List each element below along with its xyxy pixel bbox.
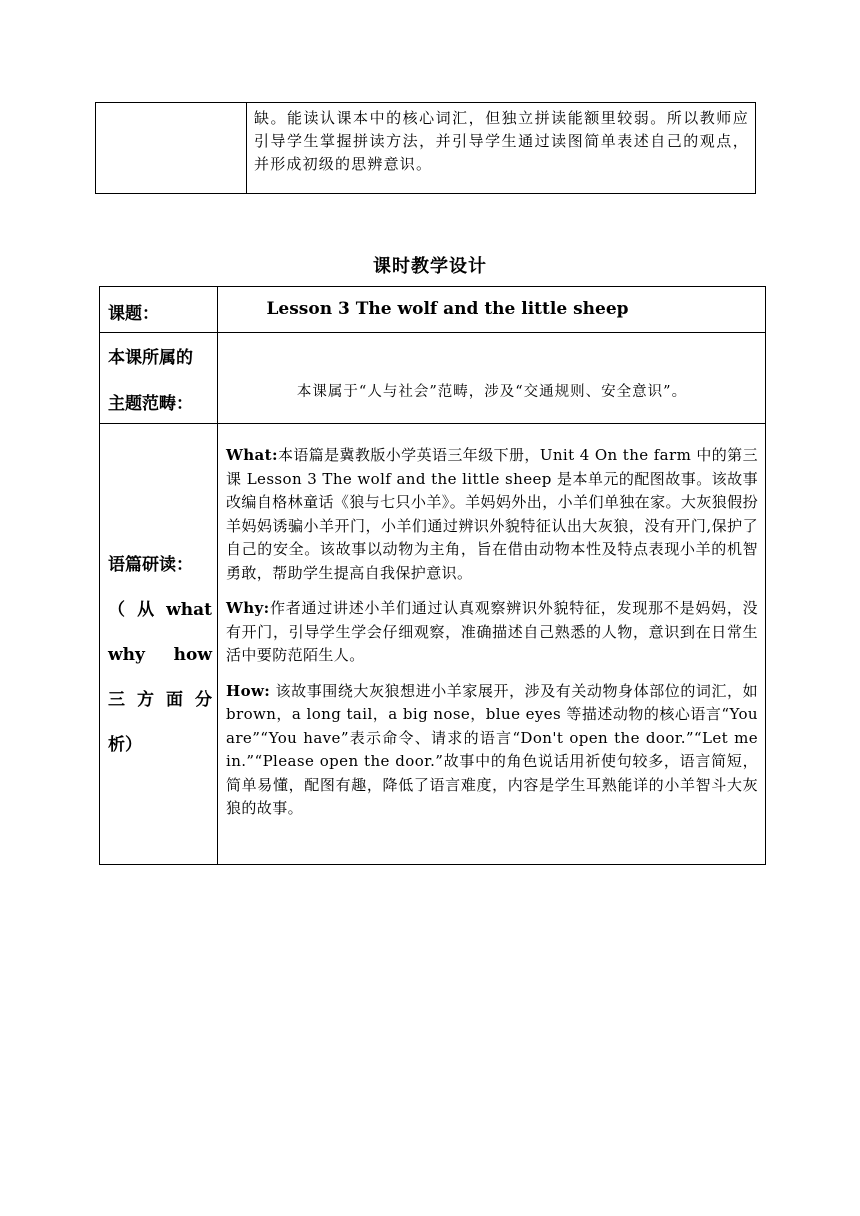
how-label: How: — [226, 681, 271, 700]
analysis-label-text: 方 — [137, 690, 154, 710]
analysis-label-line1 — [108, 543, 212, 588]
how-text: 该故事围绕大灰狼想进小羊家展开，涉及有关动物身体部位的词汇，如 brown，a long tail，a big nose，blue eyes 等描述动物的核心语言“You are”“You have”表示命令、请求的语言“Don't open the door.”“Let me in.”“Please open the door.”故事中的角色说话用祈使句较多，语言简短，简单易懂，配图有趣，降低了语言难度，内容是学生耳熟能详的小羊智斗大灰狼的故事。 — [226, 681, 758, 817]
section-title: 课时教学设计 — [373, 256, 487, 277]
analysis-label-text: why — [108, 645, 145, 665]
theme-text: 本课属于“人与社会”范畴，涉及“交通规则、安全意识”。 — [296, 384, 688, 400]
analysis-label-text: 从 — [137, 600, 155, 620]
continuation-text: 缺。能读认课本中的核心词汇，但独立拼读能额里较弱。所以教师应引导学生掌握拼读方法，并引导学生通过读图简单表述自己的观点，并形成初级的思辨意识。 — [254, 109, 749, 173]
what-label: What: — [226, 446, 278, 464]
continuation-table — [95, 102, 756, 194]
column-divider — [217, 287, 218, 864]
continuation-left-cell — [96, 103, 247, 193]
analysis-label-line3 — [108, 633, 212, 678]
analysis-label-text: how — [173, 645, 212, 665]
theme-label-line1: 本课所属的 — [108, 348, 193, 368]
what-paragraph — [226, 444, 758, 585]
row-divider — [100, 423, 765, 424]
what-text: 本语篇是冀教版小学英语三年级下册，Unit 4 On the farm 中的第三课 Lesson 3 The wolf and the little sheep 是本单元的配图故事。该故事改编自格林童话《狼与七只小羊》。羊妈妈外出，小羊们单独在家。大灰狼假扮羊妈妈诱骗小羊开门，小羊们通过辨识外貌特征认出大灰狼，没有开门,保护了自己的安全。该故事以动物为主角，旨在借由动物本性及特点表现小羊的机智勇敢，帮助学生提高自我保护意识。 — [226, 446, 758, 582]
row-divider — [100, 332, 765, 333]
analysis-label-text: （ — [108, 600, 125, 620]
analysis-label-line2 — [108, 588, 212, 633]
lesson-design-table — [99, 286, 766, 865]
lesson-title: Lesson 3 The wolf and the little sheep — [266, 299, 629, 319]
analysis-content — [226, 444, 758, 821]
analysis-label-text: 析） — [108, 735, 142, 755]
analysis-label-text: 三 — [108, 690, 125, 710]
why-label: Why: — [226, 599, 270, 617]
how-paragraph — [226, 680, 758, 821]
lesson-label: 课题： — [108, 304, 159, 324]
theme-label-line2: 主题范畴： — [108, 394, 193, 414]
why-paragraph — [226, 597, 758, 668]
why-text: 作者通过讲述小羊们通过认真观察辨识外貌特征，发现那不是妈妈，没有开门，引导学生学会仔细观察，准确描述自己熟悉的人物，意识到在日常生活中要防范陌生人。 — [226, 599, 758, 664]
analysis-label-text: what — [166, 600, 212, 620]
analysis-label-line4 — [108, 678, 212, 723]
analysis-label-text: 分 — [195, 690, 212, 710]
analysis-label-text: 语篇研读： — [108, 555, 193, 575]
analysis-label-text: 面 — [166, 690, 183, 710]
analysis-label-line5 — [108, 723, 212, 768]
analysis-label — [108, 543, 212, 768]
